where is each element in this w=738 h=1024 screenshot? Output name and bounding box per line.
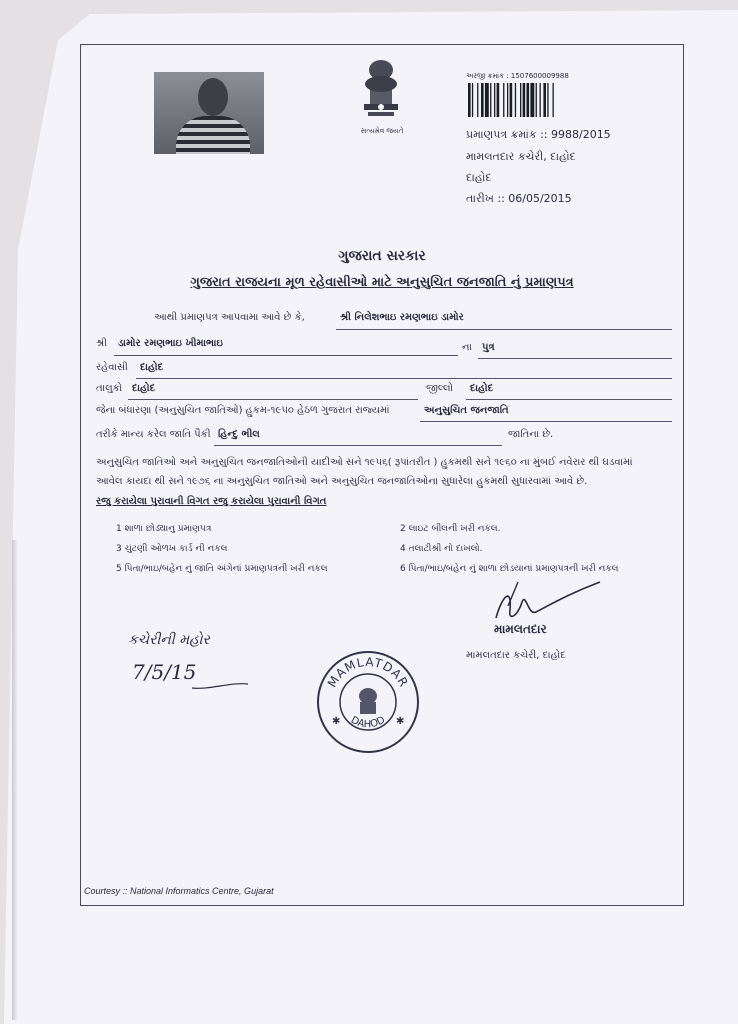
barcode-bar (527, 83, 530, 117)
officer-title: મામલતદાર (494, 622, 547, 636)
barcode-bar (536, 83, 537, 117)
emblem-motto: સત્યમેવ જયતે (360, 127, 404, 135)
district-value: દાહોદ (470, 383, 494, 394)
residence-value: દાહોદ (140, 362, 164, 373)
document-item: 5 પિતા/ભાઇ/બહેન નું જાતિ અંગેનાં પ્રમાણપત્રની ખરી નકલ (116, 564, 328, 574)
issuing-office: મામલતદાર કચેરી, દાહોદ (466, 150, 576, 163)
svg-text:✱: ✱ (332, 716, 341, 727)
barcode-bar (503, 83, 504, 117)
photo-body (176, 116, 250, 154)
residence-label: રહેવાસી (96, 362, 128, 373)
district-label: જીલ્લો (426, 383, 454, 394)
svg-text:DAHOD (349, 715, 388, 731)
barcode-bar (547, 83, 548, 117)
svg-text:MAMLATDAR (325, 655, 411, 690)
document-item: 6 પિતા/ભાઇ/બહેન નું શાળા છોડયાનાં પ્રમાણપત્રની ખરી નકલ (400, 564, 619, 574)
document-item: 2 લાઇટ બીલની ખરી નકલ. (400, 524, 501, 534)
certificate-number: પ્રમાણપત્ર ક્રમાંક :: 9988/2015 (466, 128, 611, 141)
footer-courtesy: Courtesy :: National Informatics Centre, Gujarat (84, 886, 274, 896)
officer-office: મામલતદાર કચેરી, દાહોદ (466, 650, 566, 661)
barcode-bar (553, 83, 554, 117)
relation-value: પુત્ર (482, 342, 495, 353)
shri-label: શ્રી (96, 338, 108, 349)
barcode-bar (481, 83, 484, 117)
name-underline (336, 329, 672, 330)
barcode-bar (530, 83, 534, 117)
date-flourish-icon (190, 678, 250, 692)
applicant-photo (154, 72, 264, 154)
barcode-bar (472, 83, 473, 117)
certificate-title: ગુજરાત સરકાર (338, 248, 426, 264)
barcode-icon (466, 83, 596, 117)
recognized-text: તરીકે માન્ય કરેલ જાતિ પૈકી (96, 429, 211, 440)
barcode-bar (510, 83, 513, 117)
svg-text:✱: ✱ (396, 716, 405, 727)
document-item: 3 ચુંટણી ઓળખ કાર્ડ ની નકલ (116, 544, 228, 554)
order-text: જેના બંધારણા (અનુસુચિત જાતિઓ) હુકમ-૧૯૫૦ હેઠળ ગુજરાત રાજ્યમાં (96, 405, 390, 416)
caste-value: હિન્દુ ભીલ (218, 429, 260, 440)
taluka-underline (128, 399, 418, 400)
national-emblem-icon (352, 56, 410, 122)
handwritten-date: 7/5/15 (132, 660, 197, 684)
father-name: ડામોર રમણભાઇ ખીમાભાઇ (118, 338, 223, 349)
taluka-label: તાલુકો (96, 383, 123, 394)
application-number: અરજી ક્રમાંક : 1507600009988 (466, 72, 569, 80)
paper-shadow-edge (12, 540, 18, 1020)
caste-underline (214, 445, 502, 446)
na-label: ના (462, 342, 472, 353)
father-underline (114, 355, 458, 356)
photo-head (198, 78, 228, 116)
legal-paragraph-1: અનુસુચિત જાતિઓ અને અનુસુચિત જનજાતિઓની યાદીઓ સને ૧૯૫૬( રૂપાંતરીત ) હુકમથી સને ૧૯૬૦ ના મુંબઈ નવેરાર થી ઘડવામાં (96, 457, 633, 468)
document-item: 1 શાળા છોડ્યાનુ પ્રમાણપત્ર (116, 524, 212, 534)
documents-heading: રજુ કરાયેલા પુરાવાની વિગત રજુ કરાયેલા પુરાવાની વિગત (96, 496, 327, 507)
mamlatdar-stamp (314, 648, 422, 756)
barcode-bar (507, 83, 508, 117)
barcode-bar (494, 83, 495, 117)
barcode-bar (485, 83, 489, 117)
legal-paragraph-2: આવેલ કાયદા થી સને ૧૯૭૬ ના અનુસુચિત જાતિઓ અને અનુસુચિત જનજાતિઓના સુધારેલા હુકમથી સુધારવામાં આવે છે. (96, 476, 588, 487)
certificate-subtitle: ગુજરાત રાજયના મૂળ રહેવાસીઓ માટે અનુસુચિત જનજાતિ નું પ્રમાણપત્ર (190, 275, 574, 290)
issue-date: તારીખ :: 06/05/2015 (466, 192, 572, 205)
barcode-bar (540, 83, 541, 117)
barcode-bar (477, 83, 478, 117)
barcode-bar (520, 83, 521, 117)
barcode-bar (497, 83, 500, 117)
document-item: 4 તલાટીશ્રી નો દાખલો. (400, 544, 483, 554)
relation-underline (478, 358, 672, 359)
office-seal-label: કચેરીની મહોર (128, 632, 210, 648)
barcode-bar (468, 83, 471, 117)
barcode-bar (523, 83, 526, 117)
intro-text: આથી પ્રમાણપત્ર આપવામા આવે છે કે, (154, 312, 305, 323)
stamp-bottom-text: DAHOD (348, 714, 388, 731)
barcode-bar (490, 83, 491, 117)
district-underline (466, 399, 672, 400)
category-underline (420, 421, 672, 422)
caste-suffix: જાતિના છે. (508, 429, 554, 440)
barcode-bar (515, 83, 516, 117)
stamp-top-text: MAMLATDAR (324, 654, 412, 690)
holder-name: શ્રી નિલેશભાઇ રમણભાઇ ડામોર (340, 312, 464, 323)
residence-underline (136, 378, 672, 379)
barcode-bar (543, 83, 546, 117)
issuing-place: દાહોદ (466, 171, 492, 184)
category-value: અનુસુચિત જનજાતિ (424, 405, 509, 416)
taluka-value: દાહોદ (132, 383, 156, 394)
